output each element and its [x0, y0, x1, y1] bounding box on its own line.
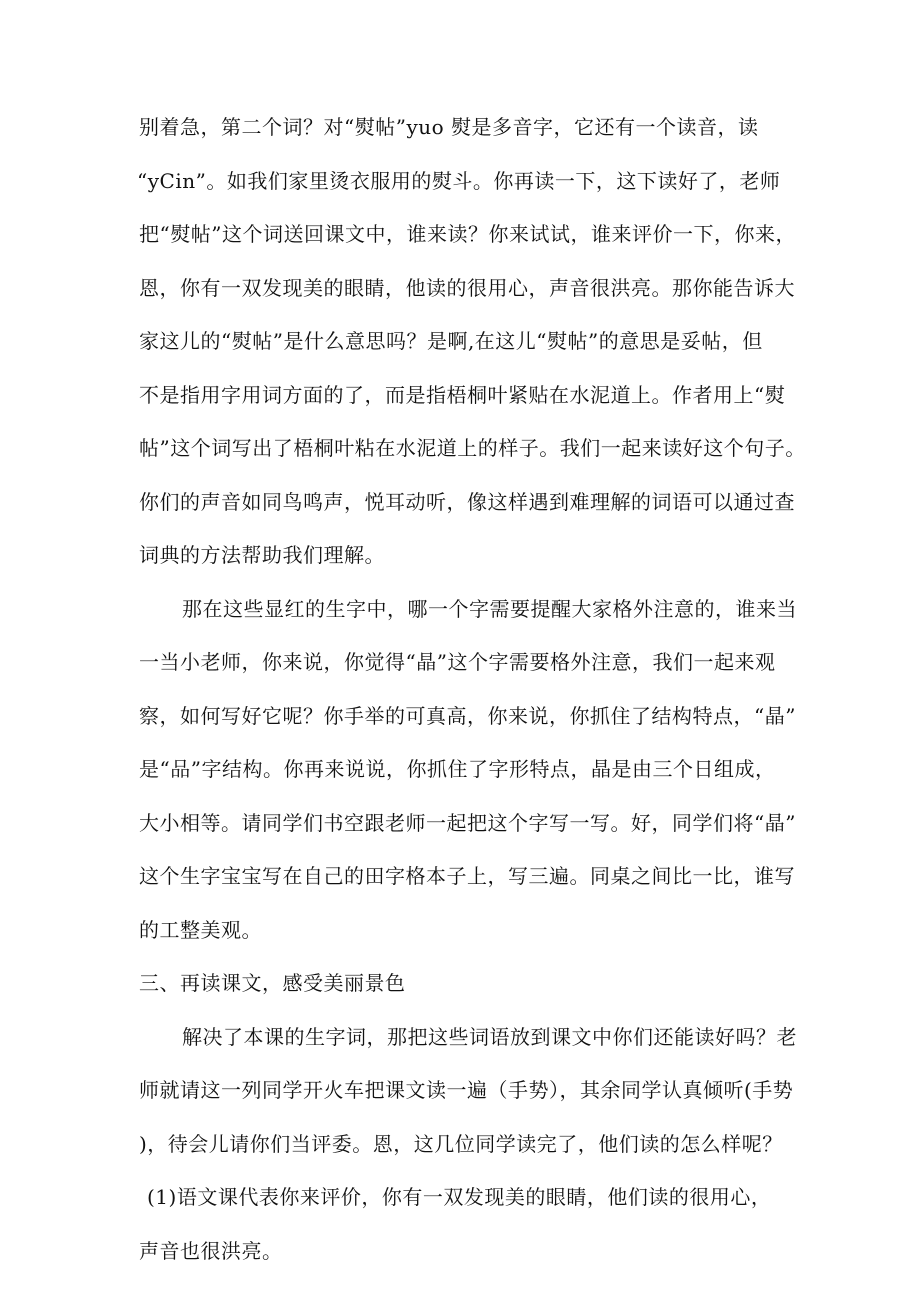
list-item-line: 声音也很洪亮。 [139, 1239, 283, 1263]
paragraph-line: 的工整美观。 [139, 918, 262, 942]
section-heading: 三、再读课文，感受美丽景色 [139, 971, 406, 995]
paragraph-line: 你们的声音如同鸟鸣声，悦耳动听，像这样遇到难理解的词语可以通过查 [139, 490, 795, 514]
paragraph-line: “yCin”。如我们家里烫衣服用的熨斗。你再读一下，这下读好了，老师 [137, 169, 781, 193]
paragraph-line: 师就请这一列同学开火车把课文读一遍（手势），其余同学认真倾听(手势 [139, 1078, 794, 1102]
paragraph-line: 别着急，第二个词？对“熨帖”yuo 熨是多音字，它还有一个读音，读 [139, 115, 759, 139]
paragraph-line: 帖”这个词写出了梧桐叶粘在水泥道上的样子。我们一起来读好这个句子。 [139, 436, 806, 460]
paragraph-line: )，待会儿请你们当评委。恩，这几位同学读完了，他们读的怎么样呢？ [139, 1132, 783, 1156]
paragraph-line: 大小相等。请同学们书空跟老师一起把这个字写一写。好，同学们将“晶” [139, 811, 796, 835]
list-item-line: (1)语文课代表你来评价，你有一双发现美的眼睛，他们读的很用心， [147, 1185, 772, 1209]
paragraph-line: 是“品”字结构。你再来说说，你抓住了字形特点，晶是由三个日组成， [139, 757, 776, 781]
paragraph-line: 把“熨帖”这个词送回课文中，谁来读？你来试试，谁来评价一下，你来， [139, 222, 796, 246]
paragraph-line: 词典的方法帮助我们理解。 [139, 543, 385, 567]
paragraph-line: 恩，你有一双发现美的眼睛，他读的很用心，声音很洪亮。那你能告诉大 [139, 276, 795, 300]
paragraph-line: 一当小老师，你来说，你觉得“晶”这个字需要格外注意，我们一起来观 [139, 650, 776, 674]
paragraph-line: 不是指用字用词方面的了，而是指梧桐叶紧贴在水泥道上。作者用上“熨 [139, 383, 786, 407]
paragraph-line: 解决了本课的生字词，那把这些词语放到课文中你们还能读好吗？老 [182, 1025, 797, 1049]
paragraph-line: 这个生字宝宝写在自己的田字格本子上，写三遍。同桌之间比一比，谁写 [139, 864, 795, 888]
paragraph-line: 察，如何写好它呢？你手举的可真高，你来说，你抓住了结构特点，“晶” [139, 704, 796, 728]
paragraph-line: 家这儿的“熨帖”是什么意思吗？是啊,在这儿“熨帖”的意思是妥帖，但 [139, 329, 763, 353]
paragraph-line: 那在这些显红的生字中，哪一个字需要提醒大家格外注意的，谁来当 [182, 597, 797, 621]
